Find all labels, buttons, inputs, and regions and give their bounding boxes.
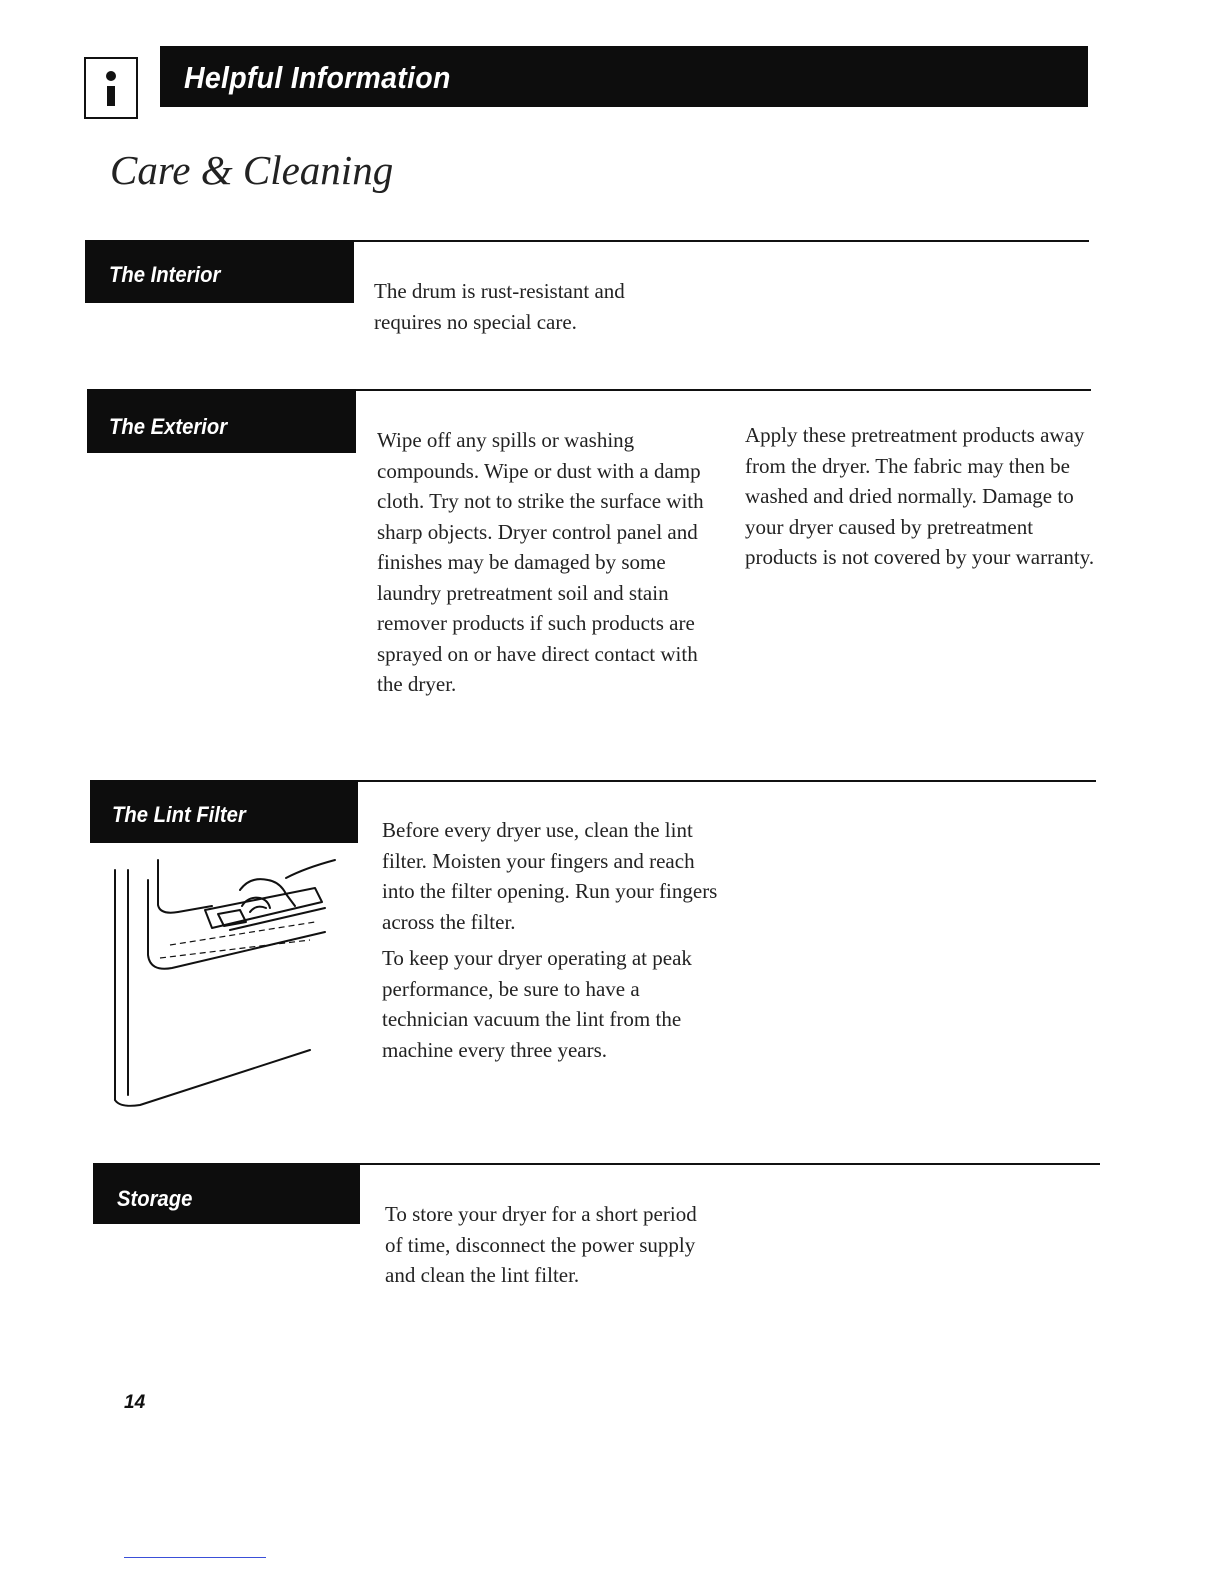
exterior-text-col1: Wipe off any spills or washing compounds. Wipe or dust with a damp cloth. Try not to strike the surface with sharp objects. Dryer control panel and finishes may be damaged by some laundry pretreatment soil and stain remover products if such products are sprayed on or have direct contact with the dryer.	[377, 428, 704, 696]
interior-text: The drum is rust-resistant and requires no special care.	[374, 279, 625, 334]
page-number: 14	[124, 1392, 146, 1413]
section-label-exterior: The Exterior	[109, 414, 228, 439]
storage-text: To store your dryer for a short period of time, disconnect the power supply and clean the lint filter.	[385, 1202, 697, 1287]
info-icon	[84, 57, 138, 119]
section-label-interior: The Interior	[109, 262, 221, 287]
exterior-text-col2: Apply these pretreatment products away from the dryer. The fabric may then be washed and dried normally. Damage to your dryer caused by pretreatment products is not covered by your warranty.	[745, 423, 1095, 569]
section-label-lint-filter: The Lint Filter	[112, 802, 246, 827]
lint-filter-illustration	[100, 850, 350, 1110]
header-title: Helpful Information	[184, 60, 451, 95]
section-label-storage: Storage	[117, 1186, 193, 1211]
footer-line	[124, 1557, 266, 1558]
lint-filter-text-2: To keep your dryer operating at peak performance, be sure to have a technician vacuum the lint from the machine every three years.	[382, 946, 692, 1062]
page-title: Care & Cleaning	[110, 147, 394, 193]
lint-filter-text-1: Before every dryer use, clean the lint filter. Moisten your fingers and reach into the filter opening. Run your fingers across the filter.	[382, 818, 718, 934]
